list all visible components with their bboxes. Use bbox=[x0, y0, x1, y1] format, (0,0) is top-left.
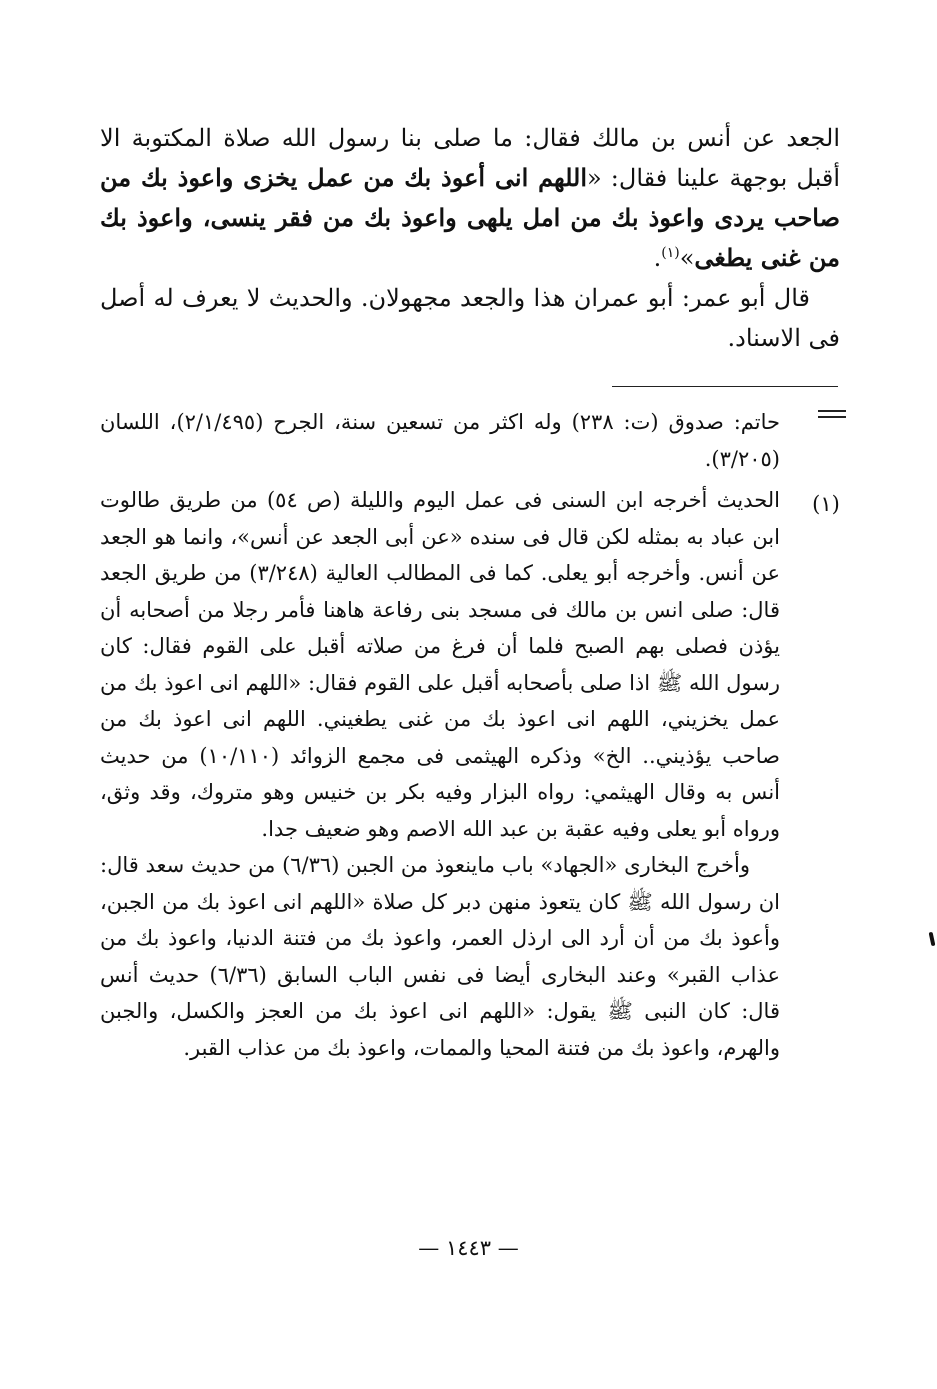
footnote-1 bbox=[100, 482, 780, 1066]
paragraph-text: الجعد عن أنس بن مالك فقال: ما صلى بنا رسول الله صلاة المكتوبة الا أقبل بوجهة علينا فقال: « bbox=[100, 124, 840, 192]
page-number: — ١٤٤٣ — bbox=[418, 1236, 519, 1260]
quote-close: » bbox=[679, 244, 695, 272]
hadith-quote-bold: اللهم انى أعوذ بك من عمل يخزى واعوذ بك من صاحب يردى واعوذ بك من امل يلهى واعوذ بك من فقر ينسى، واعوذ بك من غنى يطغى bbox=[100, 163, 840, 272]
footnote-number: (١) bbox=[812, 492, 840, 516]
footnote-1-paragraph-2: وأخرج البخارى «الجهاد» باب ماينعوذ من الجبن (٦/٣٦) من حديث سعد قال: ان رسول الله ﷺ كان يتعوذ منهن دبر كل صلاة «اللهم انى اعوذ بك من الجبن، وأعوذ بك من أن أرد الى ارذل العمر، واعوذ بك من فتنة الدنيا، واعوذ بك من عذاب القبر» وعند البخارى أيضا فى نفس الباب السابق (٦/٣٦) حديث أنس قال: كان النبى ﷺ يقول: «اللهم انى اعوذ بك من العجز والكسل، والجبن والهرم، واعوذ بك من فتنة المحيا والممات، واعوذ بك من عذاب القبر. bbox=[100, 853, 780, 1060]
footnote-reference[interactable]: (١) bbox=[661, 245, 680, 261]
main-text-block bbox=[100, 118, 840, 358]
footnote-separator bbox=[612, 386, 838, 387]
continuation-marker bbox=[818, 410, 846, 420]
footnote-continued bbox=[100, 404, 780, 477]
main-paragraph-comment: قال أبو عمر: أبو عمران هذا والجعد مجهولان. والحديث لا يعرف له أصل فى الاسناد. bbox=[100, 284, 840, 352]
margin-mark bbox=[929, 932, 936, 947]
sentence-end: . bbox=[653, 244, 662, 272]
footnote-1-paragraph-1: الحديث أخرجه ابن السنى فى عمل اليوم والليلة (ص ٥٤) من طريق طالوت ابن عباد به بمثله لكن قال فى سنده «عن أبى الجعد عن أنس»، وانما هو الجعد عن أنس. وأخرجه أبو يعلى. كما فى المطالب العالية (٣/٢٤٨) من طريق الجعد قال: صلى انس بن مالك فى مسجد بنى رفاعة هاهنا فأمر رجلا من أصحابه أن يؤذن فصلى بهم الصبح فلما أن فرغ من صلاته أقبل على القوم فقال: كان رسول الله ﷺ اذا صلى بأصحابه أقبل على القوم فقال: «اللهم انى اعوذ بك من عمل يخزيني، اللهم انى اعوذ بك من غنى يطغيني. اللهم انى اعوذ بك من صاحب يؤذيني.. الخ» وذكره الهيثمى فى مجمع الزوائد (١٠/١١٠) من حديث أنس به وقال الهيثمي: رواه البزار وفيه بكر بن خنيس وهو متروك، وقد وثق، ورواه أبو يعلى وفيه عقبة بن عبد الله الاصم وهو ضعيف جدا. bbox=[100, 488, 781, 841]
main-paragraph-hadith bbox=[100, 118, 840, 278]
footnote-continued-text: حاتم: صدوق (ت: ٢٣٨) وله اكثر من تسعين سنة، الجرح (٢/١/٤٩٥)، اللسان (٣/٢٠٥). bbox=[100, 410, 780, 471]
